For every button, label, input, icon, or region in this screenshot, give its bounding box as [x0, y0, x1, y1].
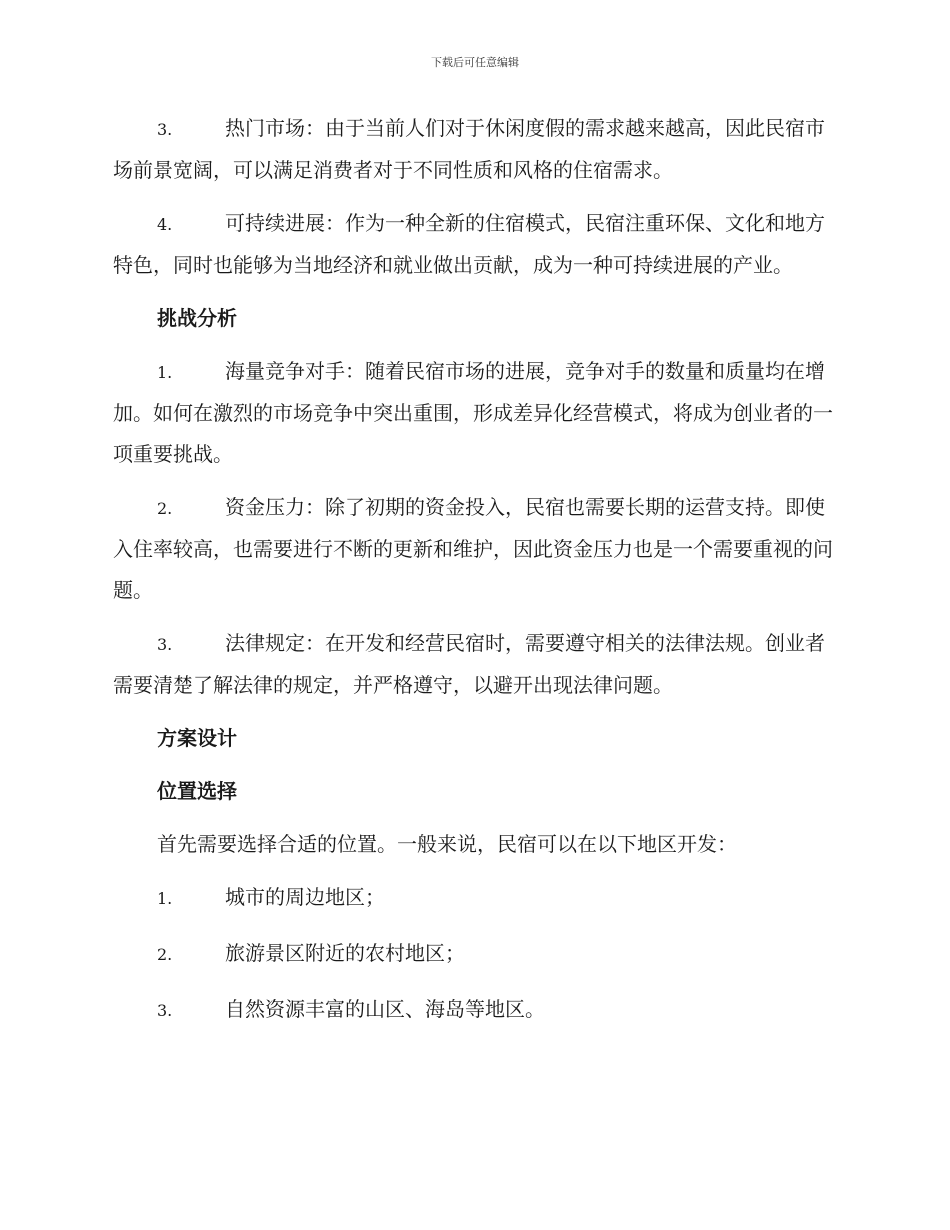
document-body — [113, 108, 835, 1045]
list-text: 资金压力：除了初期的资金投入，民宿也需要长期的运营支持。即使入住率较高，也需要进行不断的更新和维护，因此资金压力也是一个需要重视的问题。 — [113, 495, 833, 602]
list-text: 法律规定：在开发和经营民宿时，需要遵守相关的法律法规。创业者需要清楚了解法律的规定，并严格遵守，以避开出现法律问题。 — [113, 631, 825, 697]
page-header: 下载后可任意编辑 — [431, 56, 519, 69]
list-item — [113, 487, 835, 611]
list-number: 3. — [157, 1001, 173, 1020]
list-item — [113, 877, 835, 919]
list-text: 可持续进展：作为一种全新的住宿模式，民宿注重环保、文化和地方特色，同时也能够为当地经济和就业做出贡献，成为一种可持续进展的产业。 — [113, 211, 825, 277]
list-number: 4. — [157, 215, 173, 234]
section-heading-design: 方案设计 — [157, 726, 237, 750]
list-item — [113, 933, 835, 975]
list-number: 2. — [157, 945, 173, 964]
list-text: 海量竞争对手：随着民宿市场的进展，竞争对手的数量和质量均在增加。如何在激烈的市场竞争中突出重围，形成差异化经营模式，将成为创业者的一项重要挑战。 — [113, 359, 833, 466]
list-item — [113, 989, 835, 1031]
list-text: 自然资源丰富的山区、海岛等地区。 — [225, 997, 545, 1021]
list-item — [113, 623, 835, 706]
list-item — [113, 203, 835, 286]
list-number: 1. — [157, 363, 173, 382]
list-item — [113, 351, 835, 475]
subsection-heading-location: 位置选择 — [157, 779, 237, 803]
intro-paragraph: 首先需要选择合适的位置。一般来说，民宿可以在以下地区开发： — [157, 832, 737, 856]
list-number: 1. — [157, 889, 173, 908]
list-number: 3. — [157, 635, 173, 654]
list-item — [113, 108, 835, 191]
list-text: 热门市场：由于当前人们对于休闲度假的需求越来越高，因此民宿市场前景宽阔，可以满足消费者对于不同性质和风格的住宿需求。 — [113, 116, 825, 182]
list-text: 旅游景区附近的农村地区； — [225, 941, 465, 965]
section-heading-challenge: 挑战分析 — [157, 306, 237, 330]
list-number: 3. — [157, 120, 173, 139]
list-text: 城市的周边地区； — [225, 885, 385, 909]
list-number: 2. — [157, 499, 173, 518]
